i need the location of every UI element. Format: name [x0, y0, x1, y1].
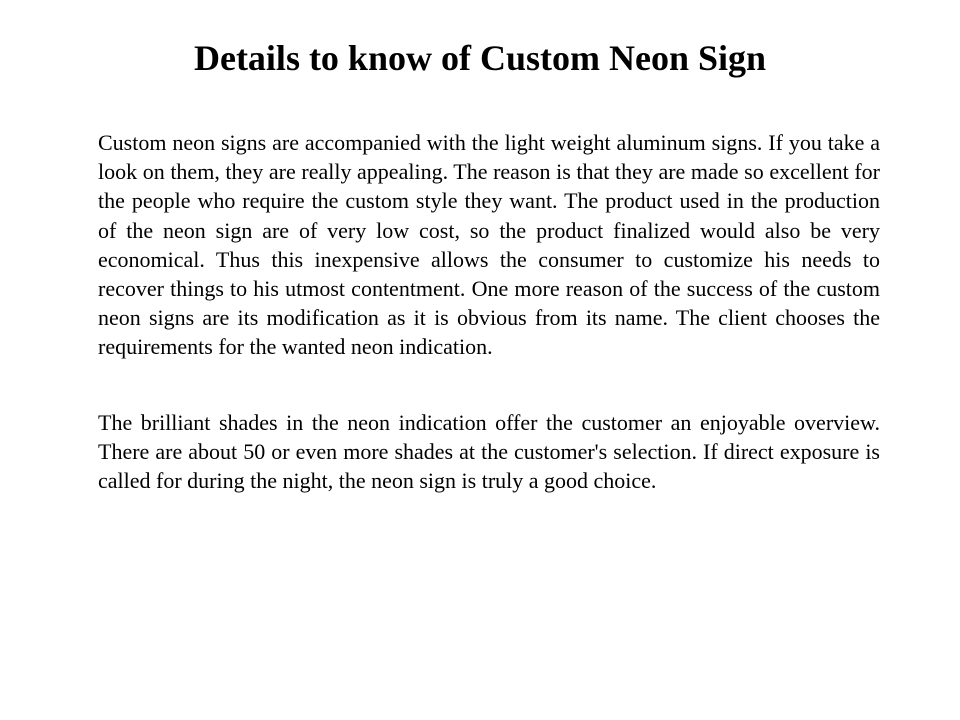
body-paragraph-1: Custom neon signs are accompanied with the light weight aluminum signs. If you take a look on them, they are really appealing. The reason is that they are made so excellent for the people who require the custom style they want. The product used in the production of the neon sign are of very low cost, so the product finalized would also be very economical. Thus this inexpensive allows the consumer to customize his needs to recover things to his utmost contentment. One more reason of the success of the custom neon signs are its modification as it is obvious from its name. The client chooses the requirements for the wanted neon indication.: [98, 130, 880, 360]
body-paragraph-2: The brilliant shades in the neon indication offer the customer an enjoyable overview. There are about 50 or even more shades at the customer's selection. If direct exposure is called for during the night, the neon sign is truly a good choice.: [98, 409, 880, 494]
slide-body: [98, 128, 880, 495]
slide-title: Details to know of Custom Neon Sign: [193, 38, 767, 78]
